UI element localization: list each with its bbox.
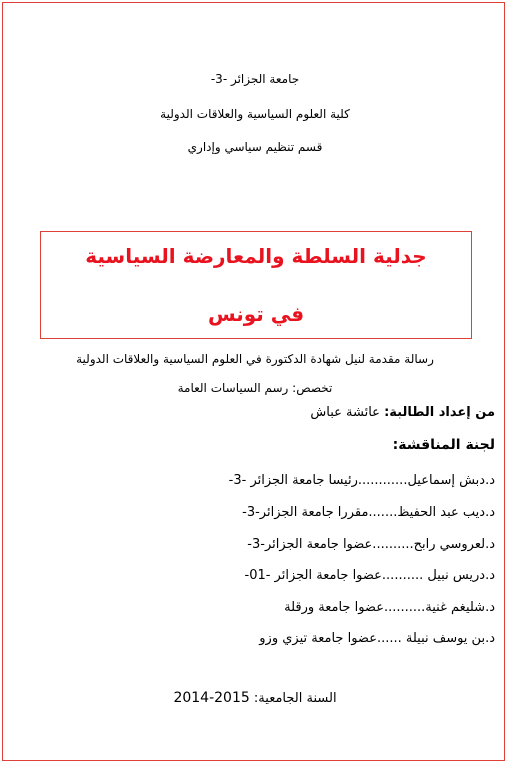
committee-heading: لجنة المناقشة: [392, 437, 495, 453]
faculty-name: كلية العلوم السياسية والعلاقات الدولية [160, 107, 350, 121]
committee-member: د.شليغم غنية..........عضوا جامعة ورقلة [284, 600, 495, 615]
committee-member: د.لعروسي رابح..........عضوا جامعة الجزائر-3- [247, 537, 495, 552]
committee-member: د.بن يوسف نبيلة ......عضوا جامعة تيزي وزو [259, 631, 495, 646]
university-name: جامعة الجزائر -3- [210, 72, 300, 86]
thesis-purpose: رسالة مقدمة لنيل شهادة الدكتورة في العلوم السياسية والعلاقات الدولية [76, 352, 434, 366]
student-line [310, 405, 495, 420]
academic-year [0, 690, 510, 706]
committee-member: د.دبش إسماعيل............رئيسا جامعة الجزائر -3- [228, 473, 495, 488]
department-name: قسم تنظيم سياسي وإداري [187, 140, 323, 154]
committee-member: د.دريس نبيل ..........عضوا جامعة الجزائر -01- [244, 568, 495, 583]
academic-year-value: 2015-2014 [173, 690, 250, 706]
title-box [40, 231, 472, 339]
thesis-specialty: تخصص: رسم السياسات العامة [177, 381, 333, 395]
academic-year-label: السنة الجامعية: [253, 691, 337, 706]
student-name: عائشة عباش [310, 405, 380, 420]
thesis-title-line2: في تونس [207, 302, 305, 326]
student-label: من إعداد الطالبة: [384, 405, 495, 420]
thesis-title-line1: جدلية السلطة والمعارضة السياسية [85, 244, 427, 268]
committee-member: د.ديب عبد الحفيظ.......مقررا جامعة الجزائر-3- [242, 505, 495, 520]
